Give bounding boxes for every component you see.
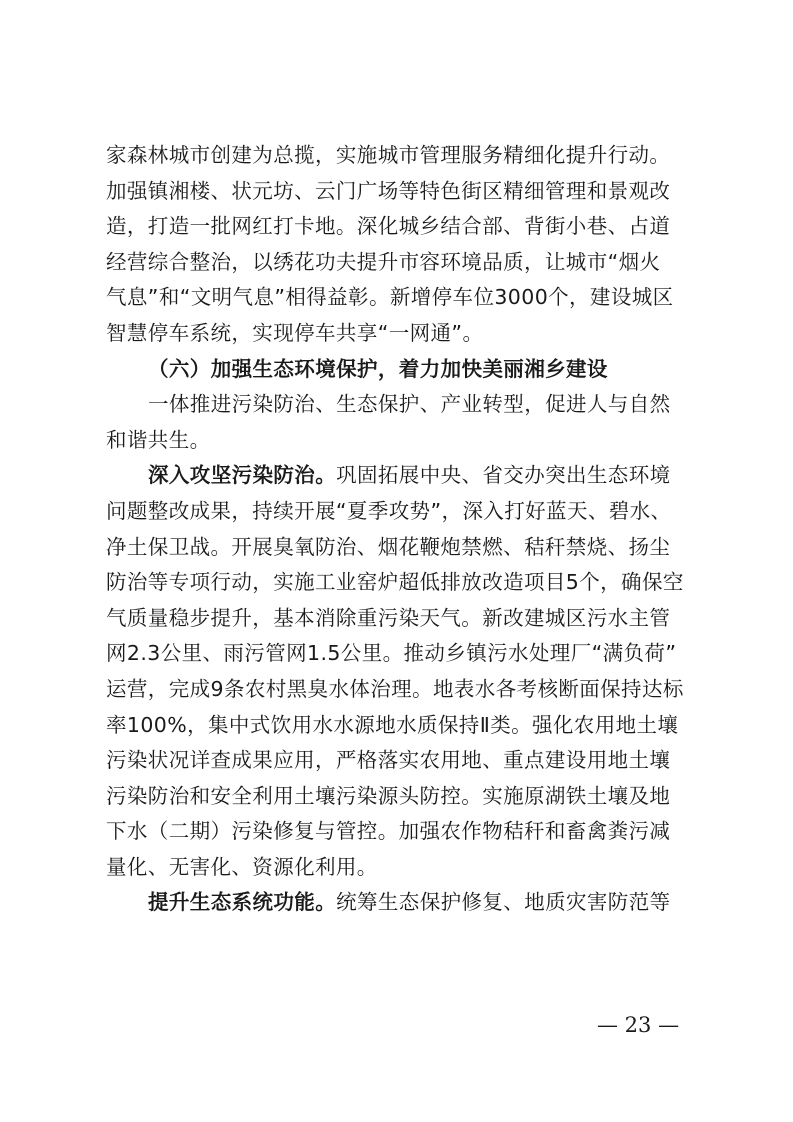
paragraph-line: 智慧停车系统，实现停车共享“一网通”。 (106, 320, 484, 345)
paragraph-line: 净土保卫战。开展臭氧防治、烟花鞭炮禁燃、秸秆禁烧、扬尘 (106, 534, 671, 559)
paragraph-line: 下水（二期）污染修复与管控。加强农作物秸秆和畜禽粪污减 (106, 819, 671, 844)
paragraph-text: 统筹生态保护修复、地质灾害防范等 (336, 890, 671, 915)
paragraph-line: 问题整改成果，持续开展“夏季攻势”，深入打好蓝天、碧水、 (106, 498, 672, 523)
paragraph-line: 气质量稳步提升，基本消除重污染天气。新改建城区污水主管 (106, 605, 671, 630)
paragraph-line: 运营，完成9条农村黑臭水体治理。地表水各考核断面保持达标 (106, 676, 684, 701)
section-heading: （六）加强生态环境保护，着力加快美丽湘乡建设 (148, 356, 608, 381)
paragraph-line: 防治等专项行动，实施工业窑炉超低排放改造项目5个，确保空 (106, 570, 684, 595)
page-number: — 23 — (597, 1013, 680, 1037)
paragraph-line (106, 885, 696, 921)
paragraph-line: 量化、无害化、资源化利用。 (106, 854, 378, 879)
paragraph-lead: 深入攻坚污染防治。 (148, 463, 337, 488)
paragraph-line: 加强镇湘楼、状元坊、云门广场等特色街区精细管理和景观改 (106, 178, 671, 203)
paragraph-line: 家森林城市创建为总揽，实施城市管理服务精细化提升行动。 (106, 143, 671, 167)
paragraph-line: 污染状况详查成果应用，严格落实农用地、重点建设用地土壤 (106, 748, 671, 773)
paragraph-line: 和谐共生。 (106, 427, 211, 452)
paragraph-line: 率100%，集中式饮用水水源地水质保持Ⅱ类。强化农用地土壤 (106, 712, 679, 737)
paragraph-text: 巩固拓展中央、省交办突出生态环境 (336, 463, 671, 488)
paragraph-line: 污染防治和安全利用土壤污染源头防控。实施原湖铁土壤及地 (106, 783, 671, 808)
paragraph-line (106, 458, 696, 494)
paragraph-line: 网2.3公里、雨污管网1.5公里。推动乡镇污水处理厂“满负荷” (106, 641, 677, 666)
paragraph-line: 造，打造一批网红打卡地。深化城乡结合部、背街小巷、占道 (106, 214, 671, 239)
paragraph-line: 一体推进污染防治、生态保护、产业转型，促进人与自然 (148, 392, 671, 417)
document-body (106, 138, 696, 921)
paragraph-line: 经营综合整治，以绣花功夫提升市容环境品质，让城市“烟火 (106, 249, 661, 274)
paragraph-line: 气息”和“文明气息”相得益彰。新增停车位3000个，建设城区 (106, 285, 674, 310)
paragraph-lead: 提升生态系统功能。 (148, 890, 337, 915)
